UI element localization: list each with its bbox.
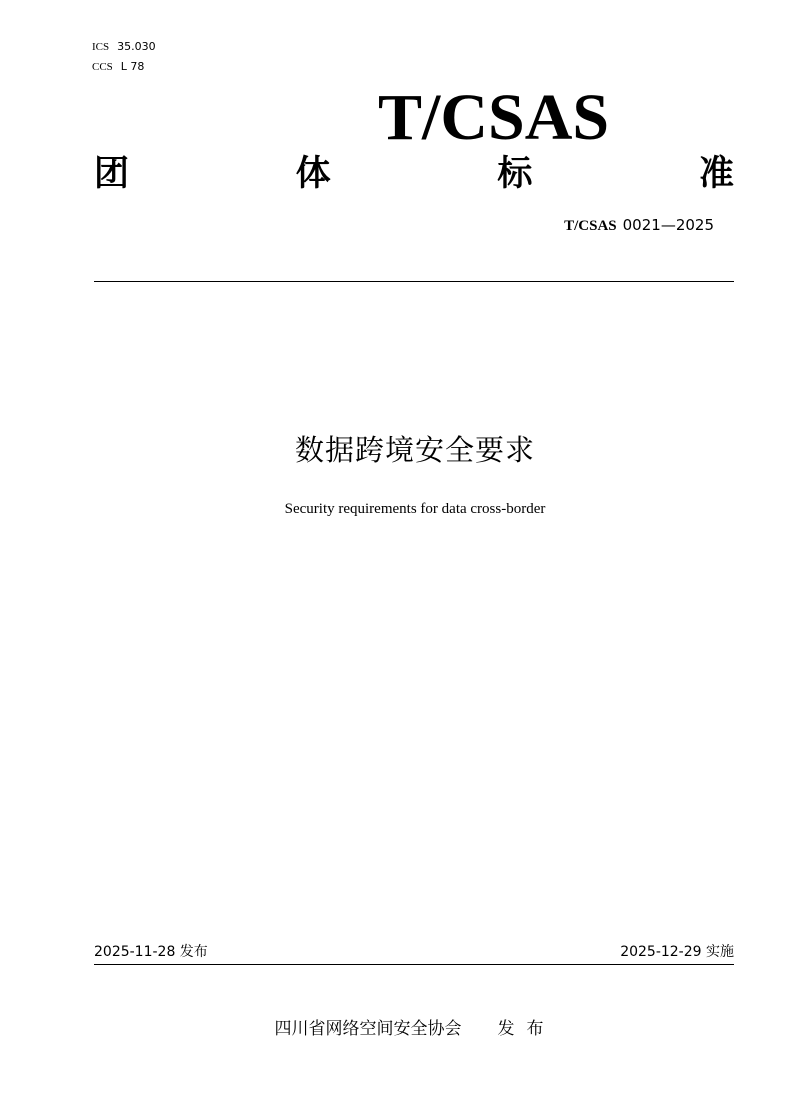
header-divider (94, 281, 734, 282)
standard-number-org: T/CSAS (564, 218, 617, 234)
ccs-label: CCS (92, 61, 113, 73)
ccs-value: L 78 (120, 60, 145, 73)
ccs-code (92, 60, 144, 74)
date-row (94, 941, 734, 963)
publish-date: 2025-11-28 发布 (94, 944, 208, 960)
ics-label: ICS (92, 41, 110, 53)
ics-value: 35.030 (117, 40, 156, 53)
standard-number-value: 0021—2025 (622, 216, 714, 234)
publisher-suffix: 发布 (497, 1019, 556, 1039)
implement-date: 2025-12-29 实施 (620, 944, 734, 960)
document-title-cn: 数据跨境安全要求 (294, 433, 535, 467)
standard-type-char: 团 (94, 154, 130, 194)
standard-logo: T/CSAS (378, 81, 610, 154)
standard-type-char: 标 (497, 154, 533, 194)
standard-type-title (94, 149, 734, 199)
footer-divider (94, 964, 734, 965)
publisher-name: 四川省网络空间安全协会 (274, 1019, 462, 1039)
standard-type-char: 体 (295, 154, 331, 194)
standard-type-char: 准 (698, 154, 734, 194)
publisher (0, 1015, 790, 1043)
standard-number (564, 215, 714, 236)
ics-code (92, 40, 156, 54)
document-title-en: Security requirements for data cross-border (284, 501, 546, 517)
